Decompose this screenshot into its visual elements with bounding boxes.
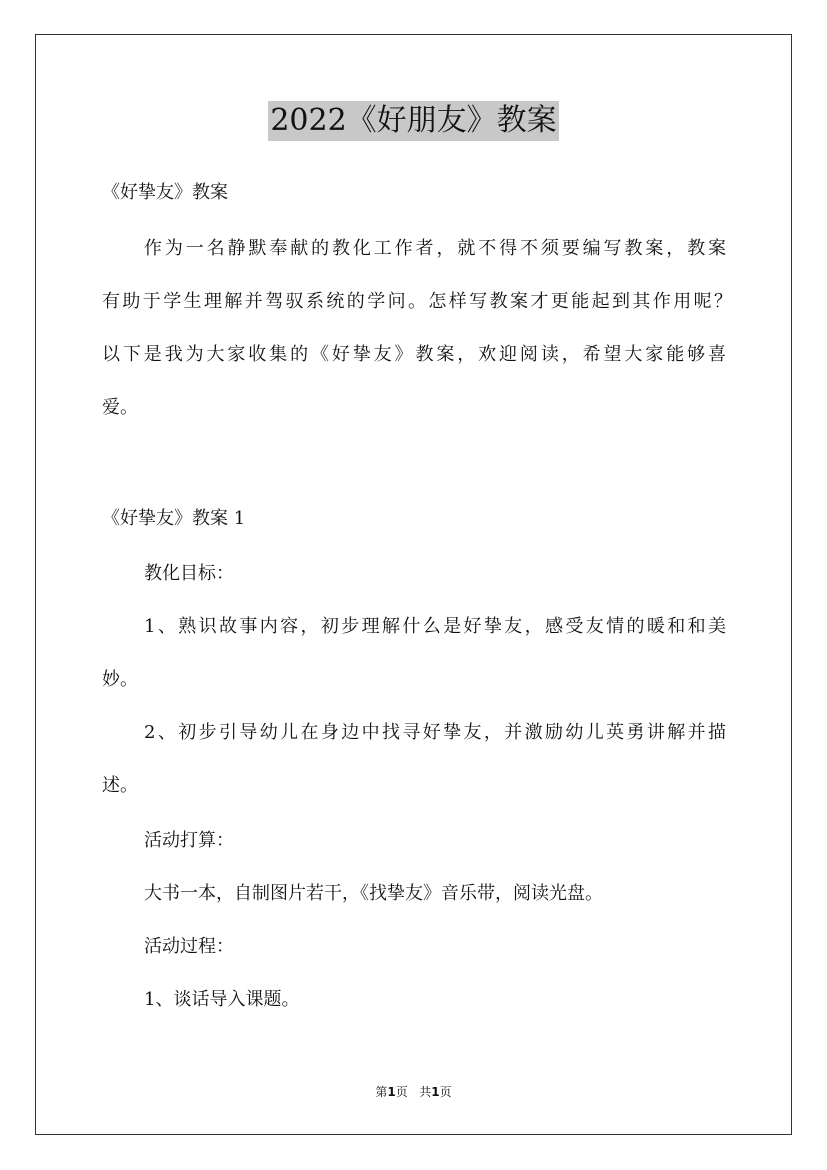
- document-subtitle: 《好挚友》教案: [102, 182, 228, 203]
- process-heading: 活动过程：: [144, 936, 234, 957]
- footer-total-prefix: 共: [419, 1085, 432, 1099]
- goal-2-line-2: 述。: [102, 775, 138, 796]
- footer-total-number: 1: [431, 1085, 440, 1099]
- intro-line-4: 爱。: [102, 397, 138, 418]
- goal-1-line-1: 1、熟识故事内容，初步理解什么是好挚友，感受友情的暖和和美: [144, 616, 726, 637]
- document-title: 2022《好朋友》教案: [268, 101, 558, 141]
- footer-page-suffix: 页: [395, 1085, 408, 1099]
- footer-page-prefix: 第: [375, 1085, 388, 1099]
- title-wrap: [0, 101, 827, 141]
- process-step-1: 1、谈话导入课题。: [144, 989, 300, 1010]
- footer-total-suffix: 页: [439, 1085, 452, 1099]
- goal-2-line-1: 2、初步引导幼儿在身边中找寻好挚友，并激励幼儿英勇讲解并描: [144, 722, 726, 743]
- prep-text: 大书一本，自制图片若干，《找挚友》音乐带，阅读光盘。: [144, 883, 603, 904]
- footer-page-number: 1: [387, 1085, 396, 1099]
- intro-line-1: 作为一名静默奉献的教化工作者，就不得不须要编写教案，教案: [144, 238, 726, 259]
- prep-heading: 活动打算：: [144, 830, 234, 851]
- goal-1-line-2: 妙。: [102, 669, 138, 690]
- section-title: 《好挚友》教案 1: [102, 508, 246, 529]
- intro-line-2: 有助于学生理解并驾驭系统的学问。怎样写教案才更能起到其作用呢？: [102, 291, 732, 312]
- page-footer: [0, 1084, 827, 1100]
- intro-line-3: 以下是我为大家收集的《好挚友》教案，欢迎阅读，希望大家能够喜: [102, 344, 726, 365]
- goal-heading: 教化目标：: [144, 563, 234, 584]
